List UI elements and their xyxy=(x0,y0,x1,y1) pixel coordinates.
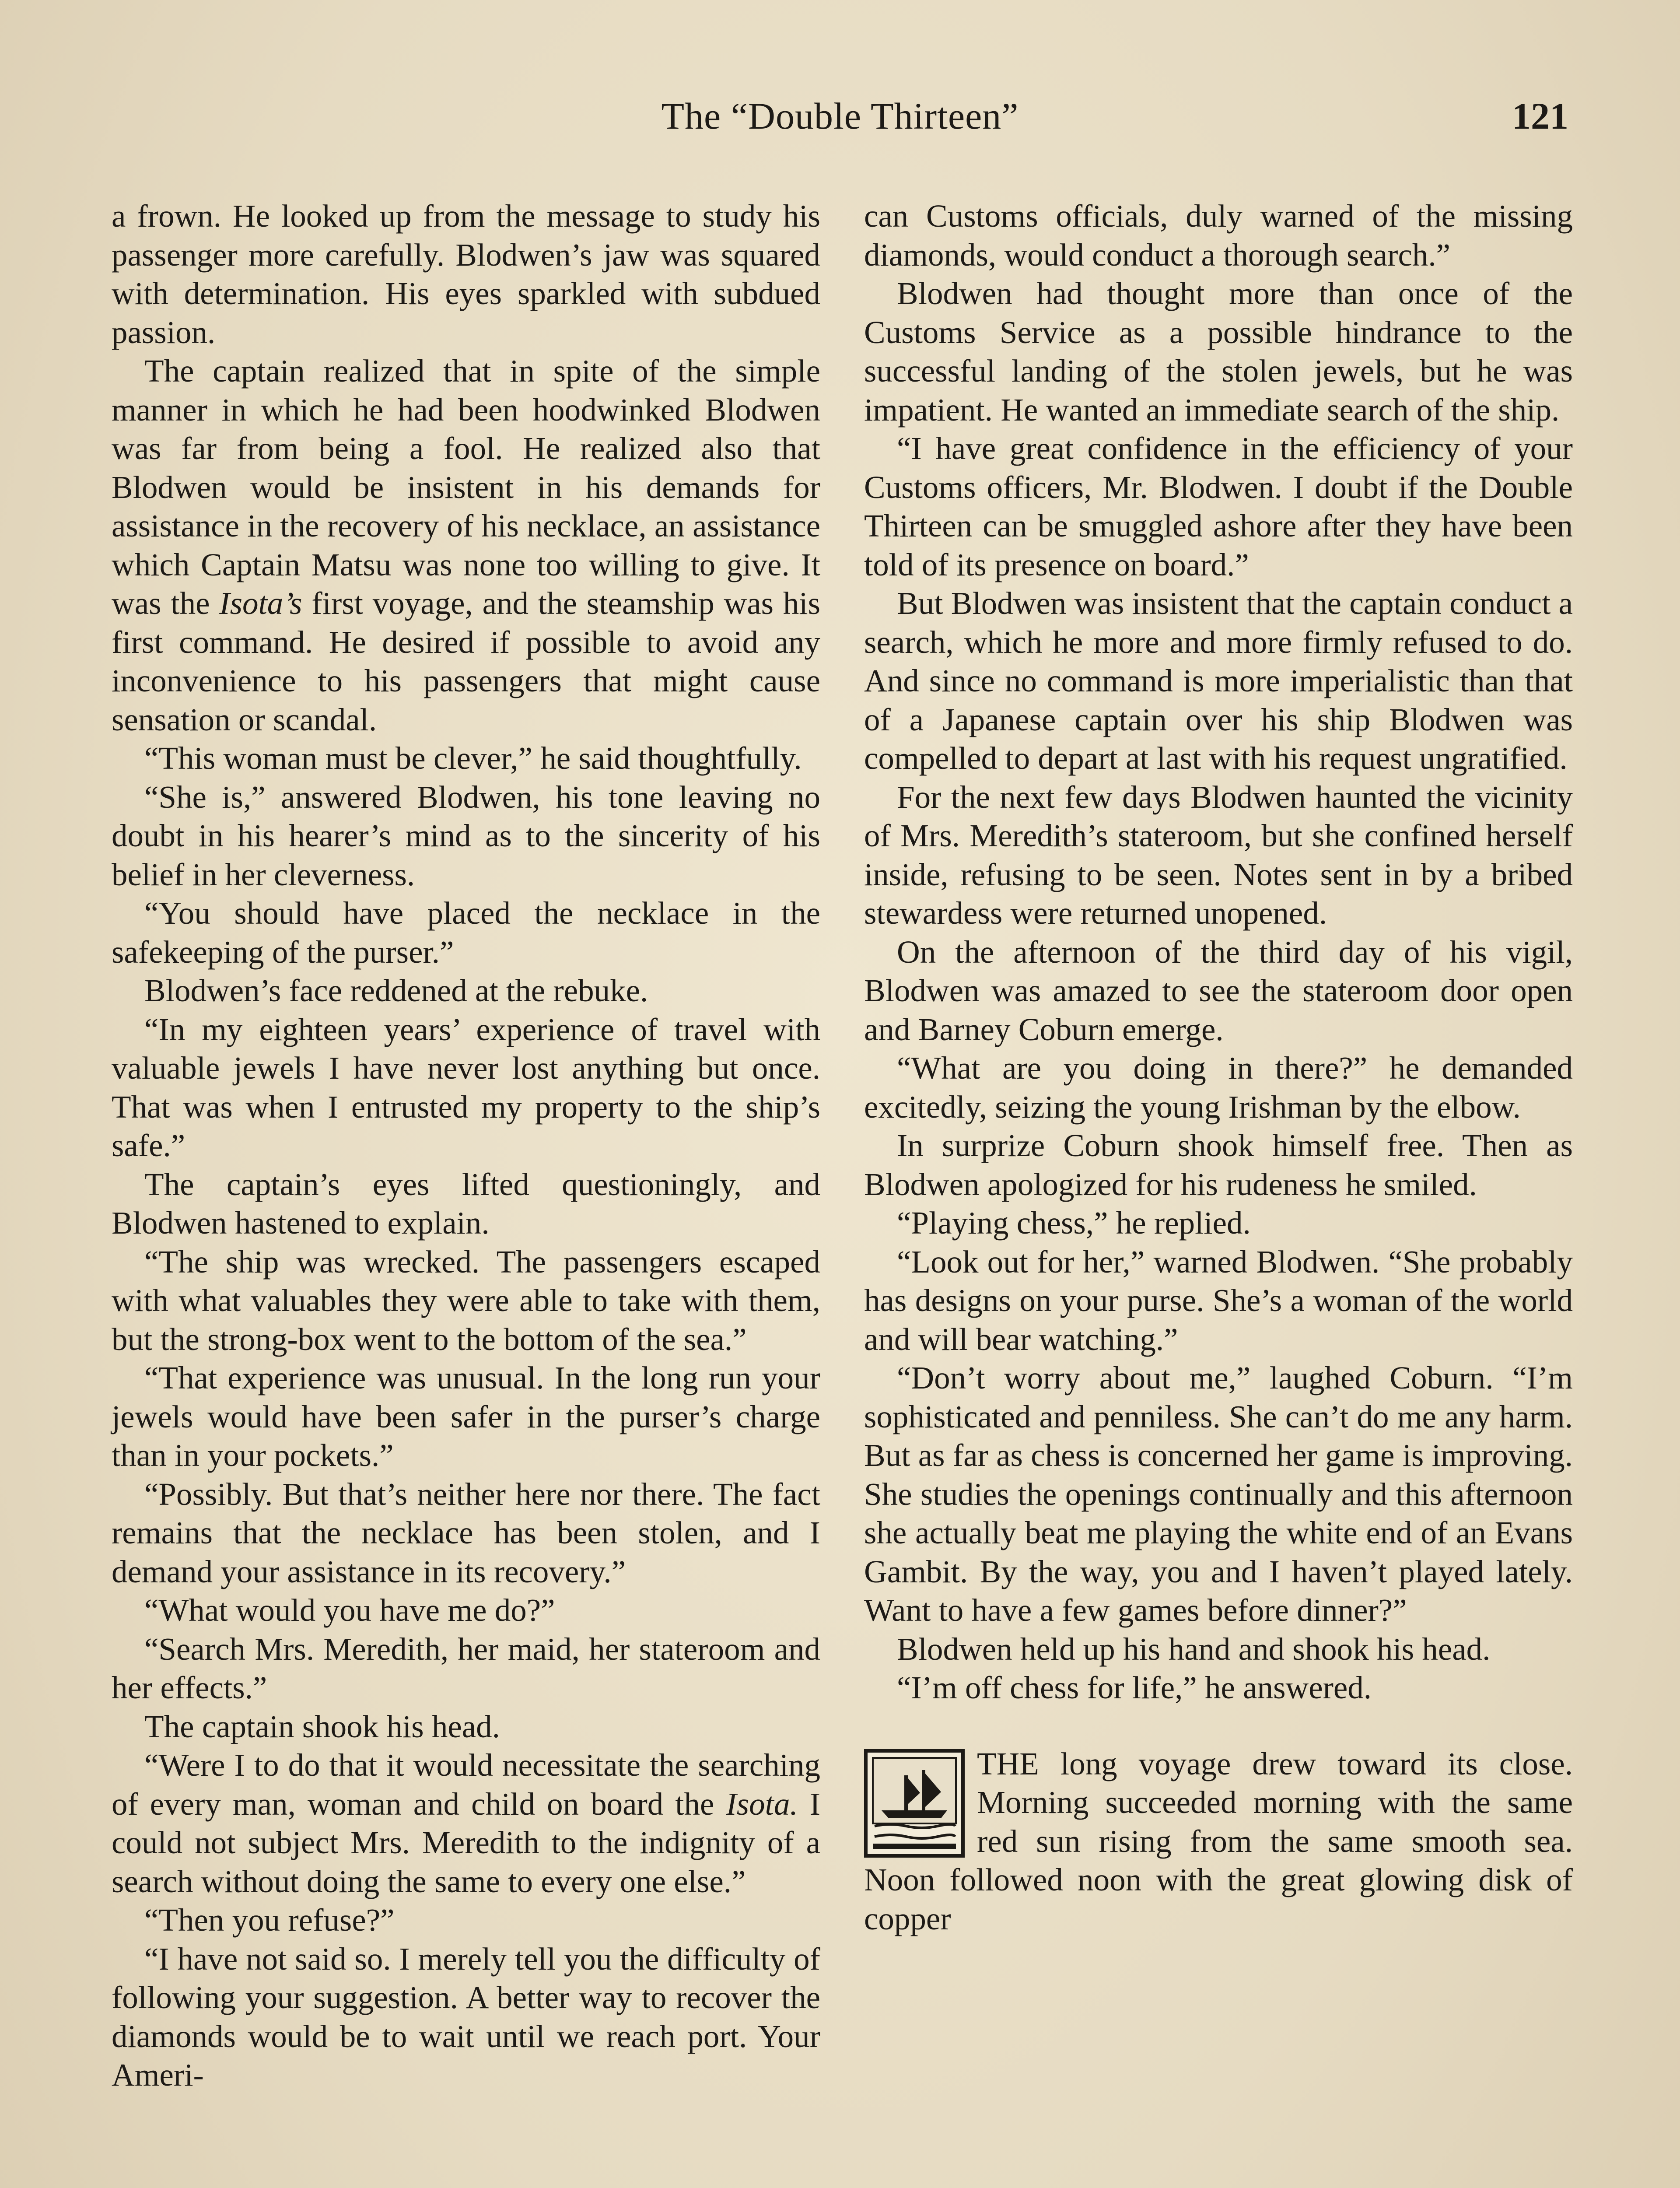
paragraph: “You should have placed the necklace in the safekeeping of the purser.” xyxy=(112,895,820,970)
paragraph: “I have not said so. I merely tell you the difficulty of following your suggestion. A better way to recover the diamonds would be to wait until we reach port. Your Ameri- xyxy=(112,1941,820,2093)
paragraph: “This woman must be clever,” he said thoughtfully. xyxy=(144,740,802,776)
page-number: 121 xyxy=(1512,95,1568,137)
paragraph-text: first voyage, and the steamship was his first command. He desired if possible to avoid any inconvenience to his passengers that might cause sensation or scandal. xyxy=(112,586,820,737)
new-section xyxy=(864,1745,1573,1939)
paragraph: “Look out for her,” warned Blodwen. “She probably has designs on your purse. She’s a woman of the world and will bear watching.” xyxy=(864,1244,1573,1357)
paragraph: Blodwen’s face reddened at the rebuke. xyxy=(144,973,648,1008)
paragraph xyxy=(112,352,820,739)
paragraph: “What would you have me do?” xyxy=(144,1592,555,1628)
paragraph: “Search Mrs. Meredith, her maid, her stateroom and her effects.” xyxy=(112,1631,820,1705)
paragraph-text: I could not subject Mrs. Meredith to the indignity of a search without doing the same to every one else.” xyxy=(112,1786,821,1899)
paragraph: The captain’s eyes lifted questioningly, and Blodwen hastened to explain. xyxy=(112,1166,820,1241)
paragraph: The captain shook his head. xyxy=(144,1708,500,1744)
paragraph-text: The captain realized that in spite of the simple manner in which he had been hoodwinked Blodwen was far from being a fool. He realized also that Blodwen would be insistent in his demands for assistance in the recovery of his necklace, an assistance which Captain Matsu was none too willing to give. It was the xyxy=(112,353,820,621)
paragraph: “Possibly. But that’s neither here nor there. The fact remains that the necklace has been stolen, and I demand your assistance in its recovery.” xyxy=(112,1476,820,1589)
left-column xyxy=(112,197,820,2095)
section-paragraph: THE long voyage drew toward its close. Morning succeeded morning with the same red sun rising from the same smooth sea. Noon followed noon with the great glowing disk of copper xyxy=(864,1746,1573,1936)
paragraph: But Blodwen was insistent that the captain conduct a search, which he more and more firmly refused to do. And since no command is more imperialistic than that of a Japanese captain over his ship Blodwen was compelled to depart at last with his request ungratified. xyxy=(864,586,1573,776)
paragraph: “Then you refuse?” xyxy=(144,1902,395,1938)
paragraph: For the next few days Blodwen haunted the vicinity of Mrs. Meredith’s stateroom, but she confined herself inside, refusing to be seen. Notes sent in by a bribed stewardess were returned unopened. xyxy=(864,779,1573,931)
paragraph: “I’m off chess for life,” he answered. xyxy=(897,1670,1372,1705)
paragraph: Blodwen had thought more than once of the Customs Service as a possible hindrance to the successful landing of the stolen jewels, but he was impatient. He wanted an immediate search of the ship. xyxy=(864,276,1573,428)
section-break xyxy=(864,1708,1573,1745)
paragraph: can Customs officials, duly warned of the missing diamonds, would conduct a thorough search.” xyxy=(864,198,1573,273)
paragraph: a frown. He looked up from the message to study his passenger more carefully. Blodwen’s jaw was squared with determination. His eyes sparkled with subdued passion. xyxy=(112,198,820,350)
paragraph: “She is,” answered Blodwen, his tone leaving no doubt in his hearer’s mind as to the sincerity of his belief in her cleverness. xyxy=(112,779,820,892)
paragraph: “That experience was unusual. In the long run your jewels would have been safer in the purser’s charge than in your pockets.” xyxy=(112,1360,820,1473)
ship-name: Isota’s xyxy=(219,586,302,621)
paragraph: “The ship was wrecked. The passengers escaped with what valuables they were able to take with them, but the strong-box went to the bottom of the sea.” xyxy=(112,1244,820,1357)
page-header xyxy=(112,94,1568,142)
paragraph: “What are you doing in there?” he demanded excitedly, seizing the young Irishman by the elbow. xyxy=(864,1050,1573,1125)
ship-name: Isota. xyxy=(726,1786,798,1822)
paragraph: Blodwen held up his hand and shook his head. xyxy=(897,1631,1491,1667)
paragraph-text: “Were I to do that it would necessitate the searching of every man, woman and child on board the xyxy=(112,1747,820,1822)
paragraph: “In my eighteen years’ experience of travel with valuable jewels I have never lost anything but once. That was when I entrusted my property to the ship’s safe.” xyxy=(112,1011,820,1163)
paragraph: In surprize Coburn shook himself free. Then as Blodwen apologized for his rudeness he smiled. xyxy=(864,1128,1573,1202)
paragraph: “Playing chess,” he replied. xyxy=(897,1205,1251,1241)
paragraph: “I have great confidence in the efficiency of your Customs officers, Mr. Blodwen. I doubt if the Double Thirteen can be smuggled ashore after they have been told of its presence on board.” xyxy=(864,431,1573,582)
paragraph: “Don’t worry about me,” laughed Coburn. “I’m sophisticated and penniless. She can’t do me any harm. But as far as chess is concerned her game is improving. She studies the openings continually and this afternoon she actually beat me playing the white end of an Evans Gambit. By the way, you and I haven’t played lately. Want to have a few games before dinner?” xyxy=(864,1360,1573,1628)
paragraph: On the afternoon of the third day of his vigil, Blodwen was amazed to see the stateroom door open and Barney Coburn emerge. xyxy=(864,934,1573,1047)
right-column xyxy=(864,197,1573,1938)
running-title: The “Double Thirteen” xyxy=(661,95,1019,137)
paragraph xyxy=(112,1746,820,1901)
ship-vignette-icon xyxy=(864,1749,965,1858)
